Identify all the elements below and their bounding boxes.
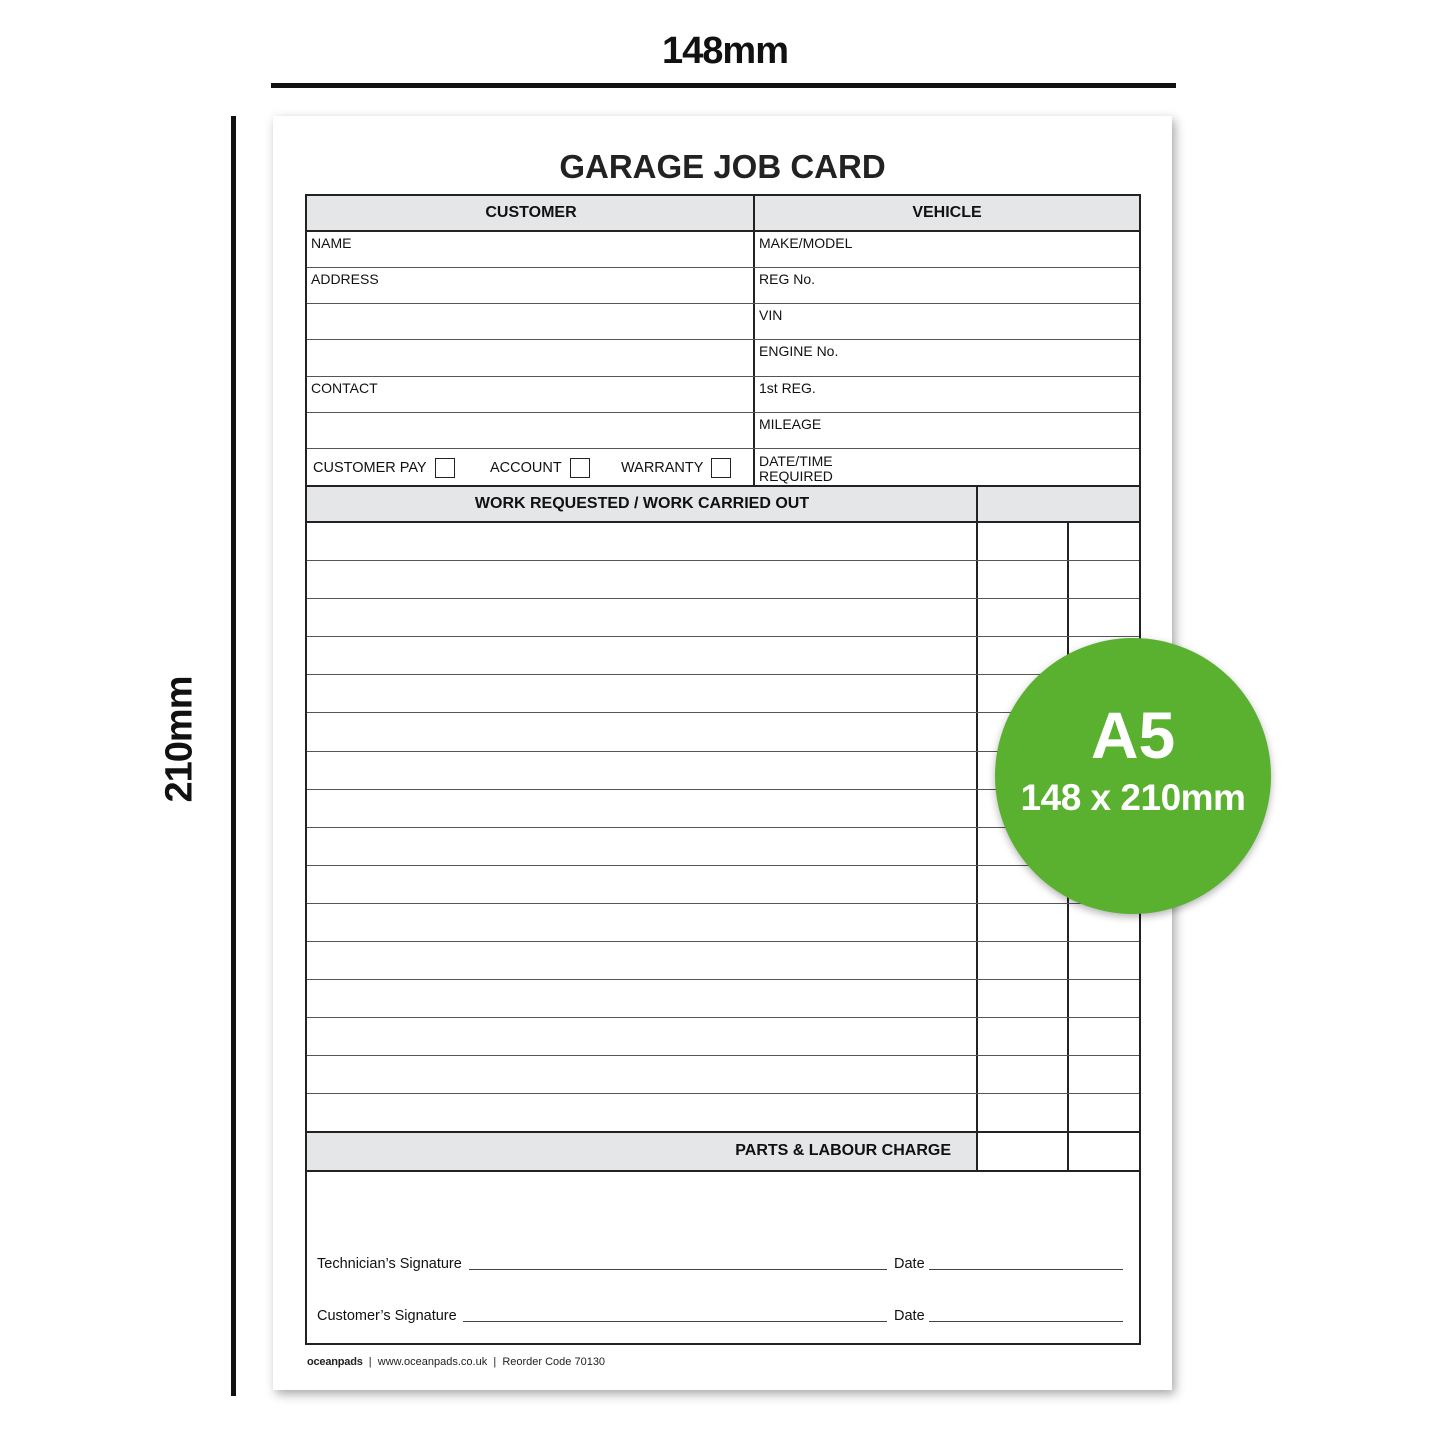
account-checkbox[interactable]	[570, 458, 590, 478]
work-line	[307, 903, 1139, 904]
brand-logo: oceanpads	[307, 1356, 363, 1368]
work-header: WORK REQUESTED / WORK CARRIED OUT	[474, 495, 810, 512]
row-line	[307, 267, 1139, 268]
form-title: GARAGE JOB CARD	[559, 148, 886, 185]
footer-reorder-code: Reorder Code 70130	[502, 1356, 606, 1368]
height-dimension-label: 210mm	[158, 676, 201, 803]
technician-date-label: Date	[894, 1256, 925, 1272]
technician-date-field[interactable]	[929, 1269, 1123, 1270]
technician-signature-field[interactable]	[469, 1269, 887, 1270]
work-header-band	[307, 485, 1139, 523]
footer-separator: |	[365, 1356, 378, 1368]
work-line	[307, 636, 1139, 637]
engine-no-label: ENGINE No.	[759, 343, 839, 359]
row-line	[307, 412, 1139, 413]
form-footer	[307, 1356, 605, 1368]
size-badge	[995, 638, 1271, 914]
account-label: ACCOUNT	[490, 460, 562, 476]
customer-pay-label: CUSTOMER PAY	[313, 460, 427, 476]
footer-website: www.oceanpads.co.uk	[377, 1356, 488, 1368]
reg-no-label: REG No.	[759, 271, 816, 287]
work-line	[307, 979, 1139, 980]
warranty-option[interactable]	[621, 458, 731, 478]
vin-label: VIN	[759, 307, 783, 323]
badge-dimensions: 148 x 210mm	[1020, 777, 1246, 818]
work-line	[307, 865, 1139, 866]
make-model-label: MAKE/MODEL	[759, 235, 853, 251]
row-line	[307, 339, 1139, 340]
name-label: NAME	[311, 235, 352, 251]
footer-separator: |	[490, 1356, 503, 1368]
charges-column-divider	[976, 485, 978, 1172]
vehicle-header: VEHICLE	[755, 196, 1139, 232]
row-line	[307, 376, 1139, 377]
warranty-label: WARRANTY	[621, 460, 704, 476]
work-line	[307, 1017, 1139, 1018]
parts-labour-bottom-line	[307, 1170, 1139, 1172]
badge-size: A5	[1090, 698, 1176, 772]
parts-labour-label: PARTS & LABOUR CHARGE	[735, 1142, 951, 1159]
work-line	[307, 560, 1139, 561]
work-line	[307, 1093, 1139, 1094]
warranty-checkbox[interactable]	[711, 458, 731, 478]
customer-signature-label: Customer’s Signature	[317, 1308, 457, 1324]
work-line	[307, 1055, 1139, 1056]
mileage-label: MILEAGE	[759, 416, 822, 432]
row-line	[307, 303, 1139, 304]
customer-vehicle-divider	[753, 196, 755, 486]
width-dimension-line	[271, 83, 1176, 88]
work-line	[307, 674, 1139, 675]
customer-signature-field[interactable]	[463, 1321, 887, 1322]
address-label: ADDRESS	[311, 271, 379, 287]
customer-pay-checkbox[interactable]	[435, 458, 455, 478]
account-option[interactable]	[490, 458, 590, 478]
row-line	[307, 448, 1139, 449]
datetime-label-line2: REQUIRED	[759, 468, 833, 484]
customer-pay-option[interactable]	[313, 458, 455, 478]
first-reg-label: 1st REG.	[759, 380, 816, 396]
height-dimension-line	[231, 116, 236, 1396]
datetime-label-line1: DATE/TIME	[759, 453, 833, 469]
work-line	[307, 941, 1139, 942]
width-dimension-label: 148mm	[662, 30, 788, 72]
work-line	[307, 598, 1139, 599]
customer-date-field[interactable]	[929, 1321, 1123, 1322]
customer-header: CUSTOMER	[307, 196, 755, 232]
contact-label: CONTACT	[311, 380, 378, 396]
technician-signature-label: Technician’s Signature	[317, 1256, 462, 1272]
customer-date-label: Date	[894, 1308, 925, 1324]
